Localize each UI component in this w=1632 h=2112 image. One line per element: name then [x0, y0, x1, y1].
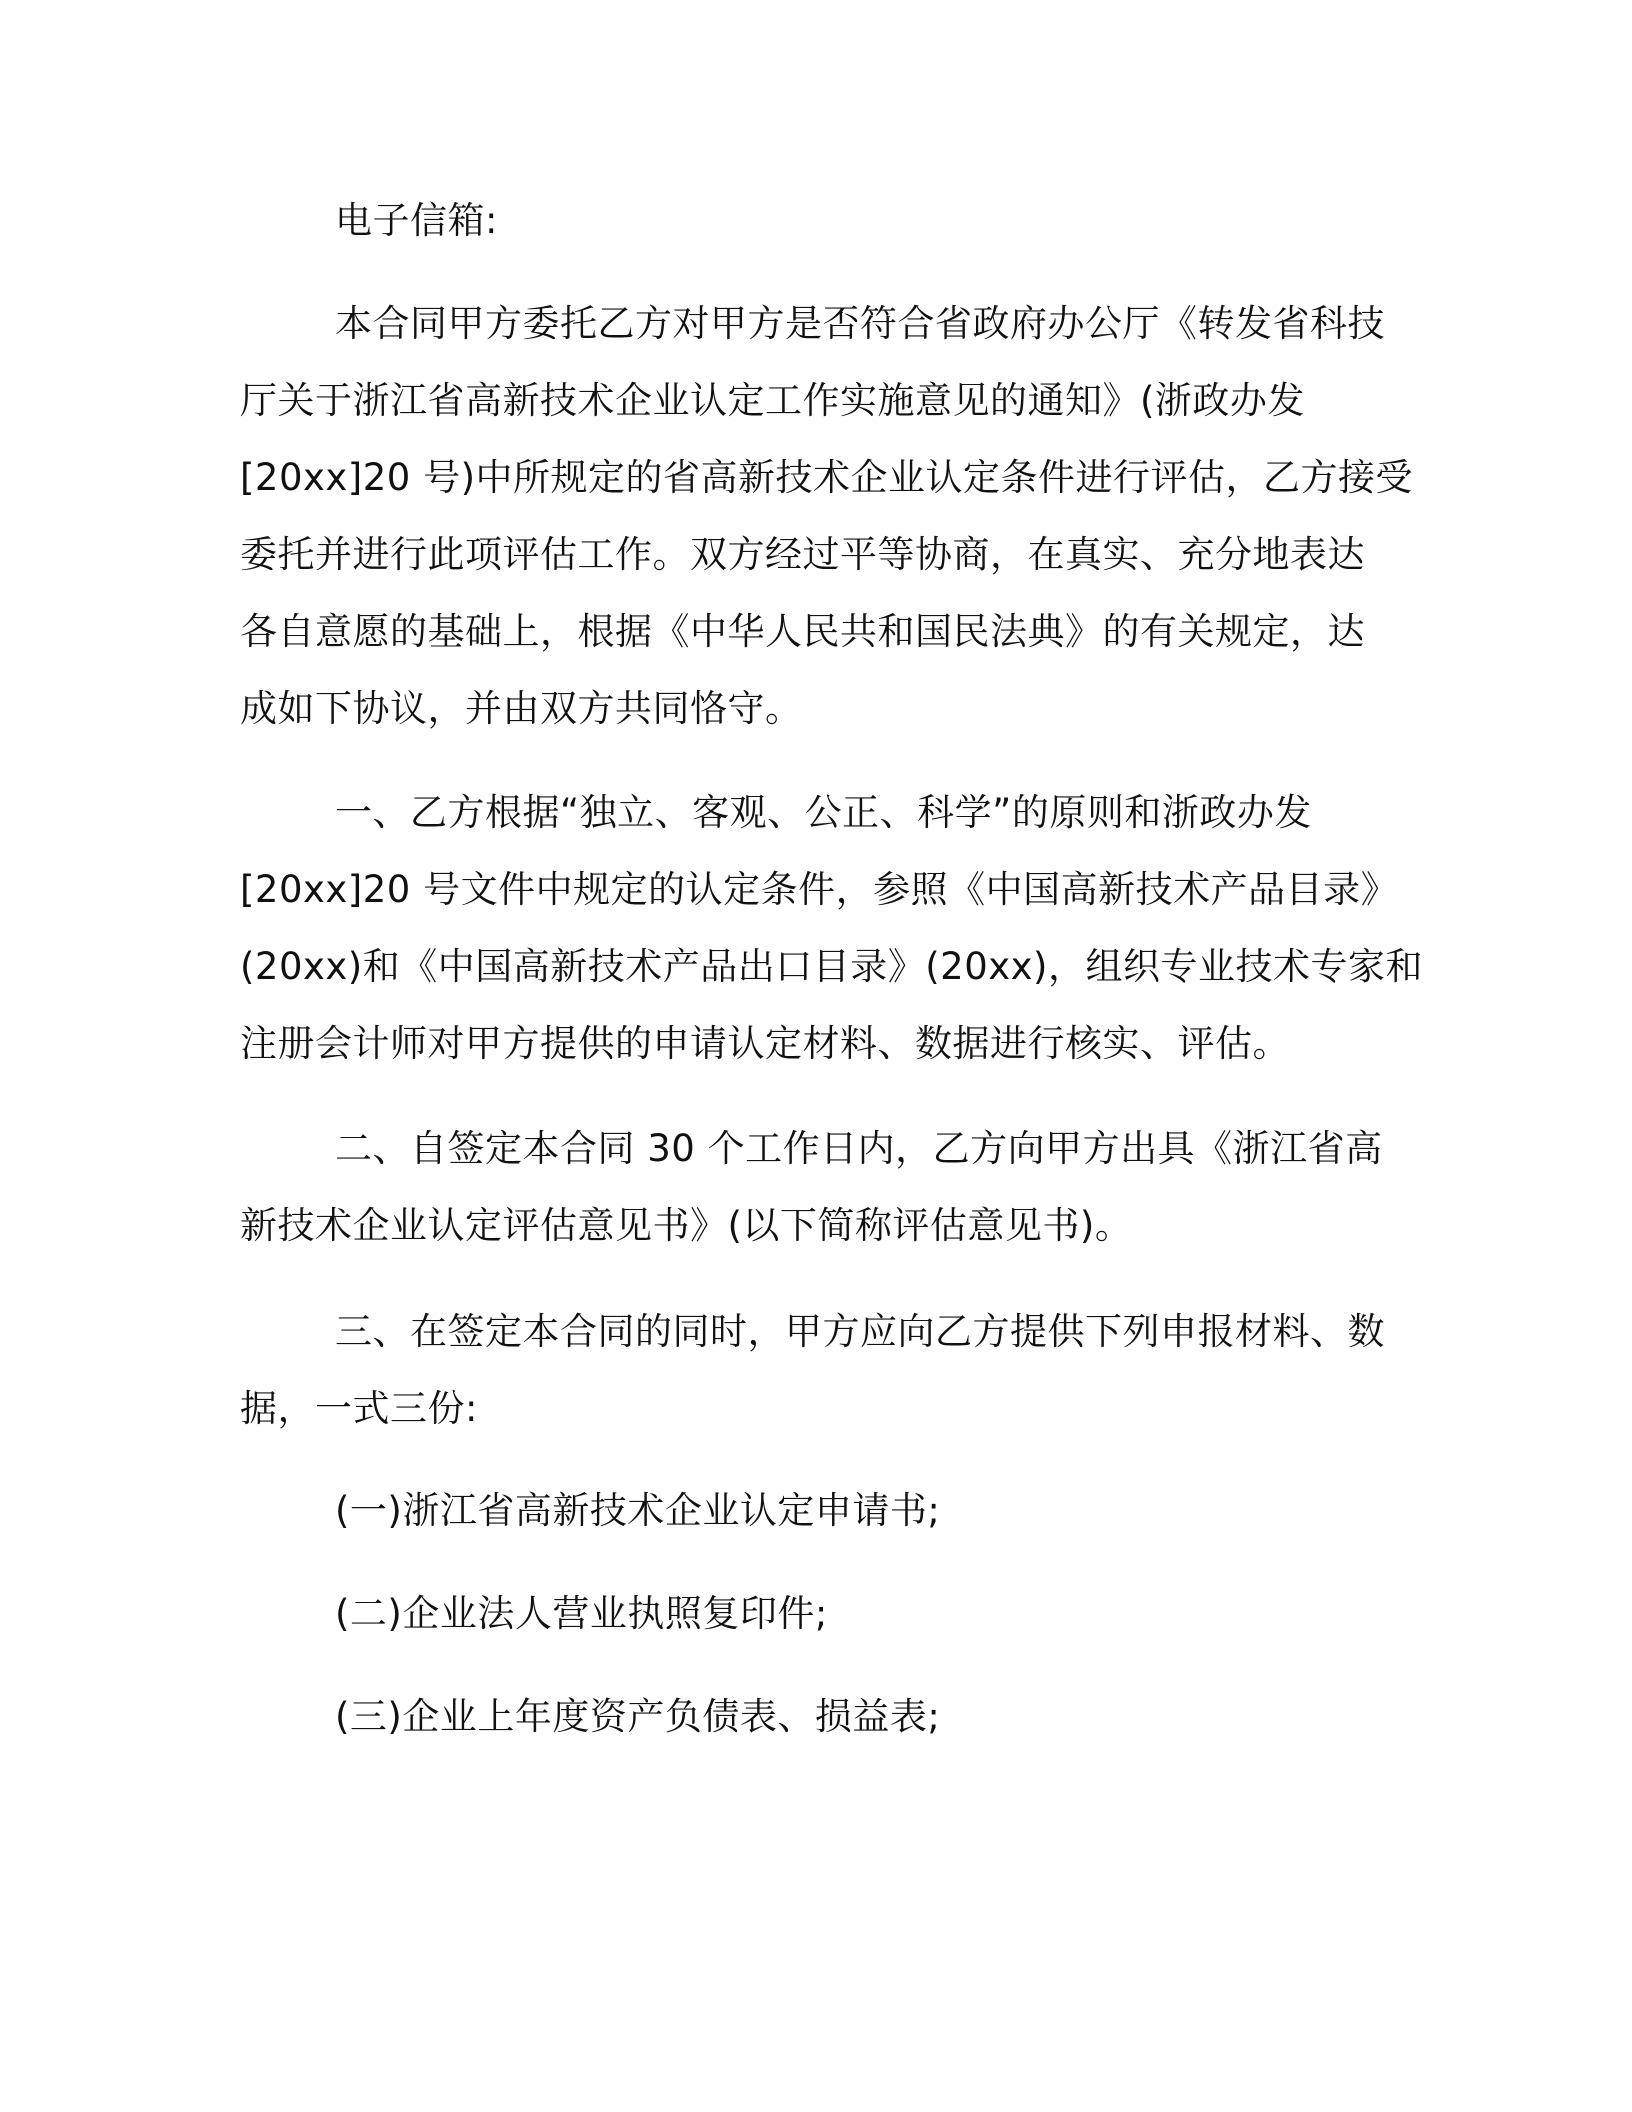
list-item	[240, 1678, 1485, 1755]
text-line: 据，一式三份:	[240, 1387, 478, 1430]
list-item-text: (一)浙江省高新技术企业认定申请书;	[335, 1489, 941, 1532]
text-line: 新技术企业认定评估意见书》(以下简称评估意见书)。	[240, 1204, 1133, 1247]
text-line: 各自意愿的基础上，根据《中华人民共和国民法典》的有关规定，达	[240, 610, 1365, 653]
text-line: 注册会计师对甲方提供的申请认定材料、数据进行核实、评估。	[240, 1022, 1290, 1065]
text-line: (20xx)和《中国高新技术产品出口目录》(20xx)，组织专业技术专家和	[240, 945, 1423, 988]
text-line: 厅关于浙江省高新技术企业认定工作实施意见的通知》(浙政办发	[240, 379, 1305, 422]
text-line: 一、乙方根据“独立、客观、公正、科学”的原则和浙政办发	[335, 791, 1312, 834]
text-line: 二、自签定本合同 30 个工作日内，乙方向甲方出具《浙江省高	[335, 1127, 1383, 1170]
text-line: 三、在签定本合同的同时，甲方应向乙方提供下列申报材料、数	[335, 1310, 1385, 1353]
email-label	[240, 182, 1485, 259]
list-item-text: (三)企业上年度资产负债表、损益表;	[335, 1695, 941, 1738]
text-line: 本合同甲方委托乙方对甲方是否符合省政府办公厅《转发省科技	[335, 302, 1385, 345]
text-line: 电子信箱:	[335, 199, 498, 242]
text-line: 委托并进行此项评估工作。双方经过平等协商，在真实、充分地表达	[240, 533, 1365, 576]
clause-3-paragraph	[240, 1293, 1390, 1447]
text-line: 成如下协议，并由双方共同恪守。	[240, 687, 803, 730]
list-item	[240, 1472, 1485, 1549]
clause-1-paragraph	[240, 774, 1423, 1082]
text-line: [20xx]20 号文件中规定的认定条件，参照《中国高新技术产品目录》	[240, 868, 1399, 911]
preamble-paragraph	[240, 285, 1414, 747]
clause-2-paragraph	[240, 1110, 1390, 1264]
text-line: [20xx]20 号)中所规定的省高新技术企业认定条件进行评估，乙方接受	[240, 456, 1414, 499]
list-item-text: (二)企业法人营业执照复印件;	[335, 1592, 828, 1635]
list-item	[240, 1575, 1485, 1652]
